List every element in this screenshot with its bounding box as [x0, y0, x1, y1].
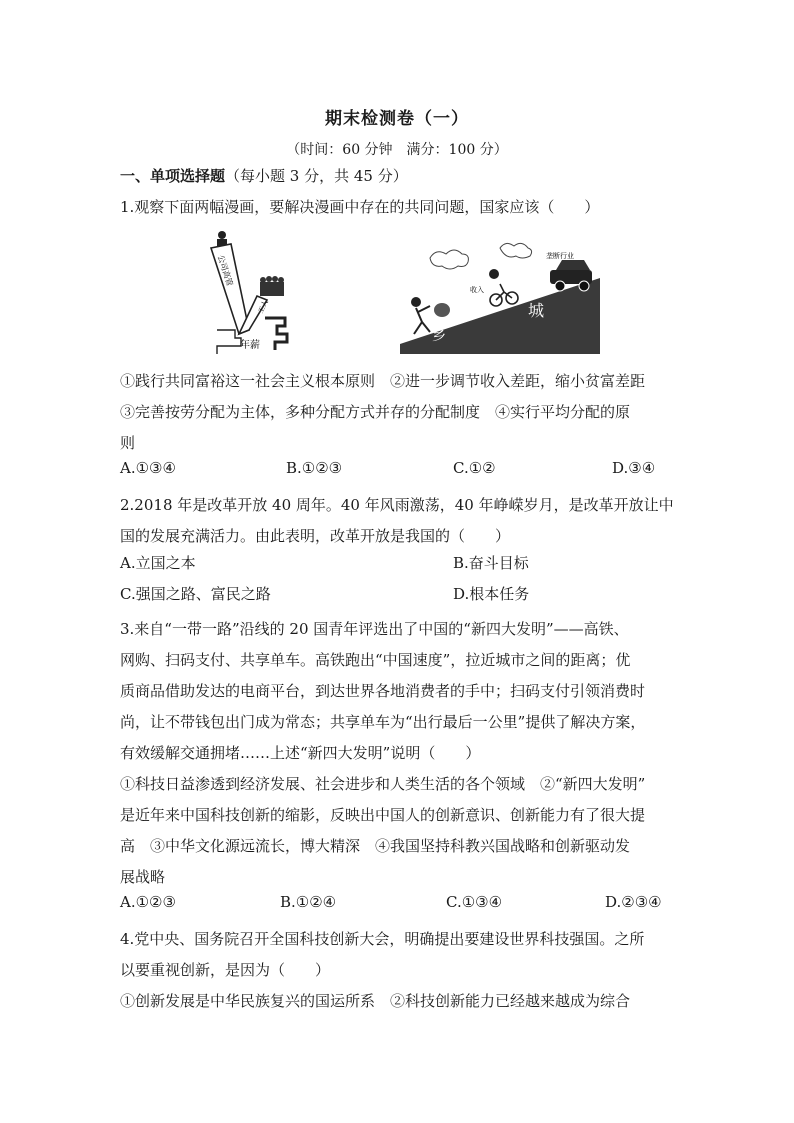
option-d[interactable]: D.③④ — [612, 459, 656, 477]
choice-line: 高 ③中华文化源远流长，博大精深 ④我国坚持科教兴国战略和创新驱动发 — [120, 837, 631, 855]
choice-line: 展战略 — [120, 868, 166, 886]
stem-line: 3.来自“一带一路”沿线的 20 国青年评选出了中国的“新四大发明”——高铁、 — [120, 620, 629, 638]
option-b[interactable]: B.奋斗目标 — [453, 554, 529, 572]
section-heading — [120, 165, 408, 186]
cartoon-salary-gap — [205, 230, 300, 355]
stem-line: 4.党中央、国务院召开全国科技创新大会，明确提出要建设世界科技强国。之所 — [120, 930, 645, 948]
cartoon-salary-figure — [211, 231, 287, 354]
choice-line: ①科技日益渗透到经济发展、社会进步和人类生活的各个领域 ②“新四大发明” — [120, 775, 646, 793]
section-title: 一、单项选择题 — [120, 167, 226, 185]
choice-line: ①创新发展是中华民族复兴的国运所系 ②科技创新能力已经越来越成为综合 — [120, 992, 631, 1010]
stem-line: 网购、扫码支付、共享单车。高铁跑出“中国速度”，拉近城市之间的距离；优 — [120, 651, 631, 669]
option-a[interactable]: A.①③④ — [120, 459, 176, 477]
cartoon1-label-worker: 工人 — [256, 298, 270, 315]
question-2-options-row2 — [120, 583, 680, 614]
choice-line: 是近年来中国科技创新的缩影，反映出中国人的创新意识、创新能力有了很大提 — [120, 806, 646, 824]
stem-line: 有效缓解交通拥堵……上述“新四大发明”说明（ ） — [120, 744, 481, 762]
question-2-options-row1 — [120, 552, 680, 583]
cartoon2-label-village: 乡 — [432, 328, 446, 344]
option-b[interactable]: B.①②③ — [286, 459, 343, 477]
cartoon-income-scene — [400, 243, 600, 354]
option-d[interactable]: D.根本任务 — [453, 585, 530, 603]
choice-line: 则 — [120, 434, 136, 452]
question-1-stem-text: 1.观察下面两幅漫画，要解决漫画中存在的共同问题，国家应该（ ） — [120, 198, 600, 216]
cartoon-income-race — [400, 236, 600, 354]
question-1-options — [120, 459, 680, 490]
choice-line: ①践行共同富裕这一社会主义根本原则 ②进一步调节收入差距，缩小贫富差距 — [120, 372, 646, 390]
stem-line: 尚，让不带钱包出门成为常态；共享单车为“出行最后一公里”提供了解决方案， — [120, 713, 646, 731]
option-a[interactable]: A.①②③ — [120, 893, 176, 911]
question-1-choices — [120, 366, 676, 459]
option-a[interactable]: A.立国之本 — [120, 554, 196, 572]
cartoon2-label-bike: 收入 — [470, 286, 484, 294]
choice-line: ③完善按劳分配为主体，多种分配方式并存的分配制度 ④实行平均分配的原 — [120, 403, 631, 421]
question-3-options — [120, 893, 680, 924]
section-note: （每小题 3 分，共 45 分） — [225, 167, 408, 185]
exam-time-score: （时间：60 分钟 满分：100 分） — [286, 142, 508, 158]
stem-line: 国的发展充满活力。由此表明，改革开放是我国的（ ） — [120, 527, 511, 545]
question-3-stem — [120, 614, 676, 893]
cartoon2-label-car: 垄断行业 — [546, 252, 574, 260]
option-b[interactable]: B.①②④ — [280, 893, 337, 911]
option-c[interactable]: C.①② — [453, 459, 496, 477]
question-1-stem — [120, 192, 676, 223]
option-c[interactable]: C.强国之路、富民之路 — [120, 585, 271, 603]
question-2-stem — [120, 490, 676, 552]
cartoon1-label-salary: 年薪 — [240, 340, 260, 351]
stem-line: 2.2018 年是改革开放 40 周年。40 年风雨激荡，40 年峥嵘岁月，是改革开放让中 — [120, 496, 674, 514]
question-4-stem — [120, 924, 676, 1017]
stem-line: 以要重视创新，是因为（ ） — [120, 961, 331, 979]
page-title: 期末检测卷（一） — [325, 109, 469, 129]
option-c[interactable]: C.①③④ — [446, 893, 503, 911]
cartoon1-label-executive: 公司高管 — [215, 254, 235, 288]
stem-line: 质商品借助发达的电商平台，到达世界各地消费者的手中；扫码支付引领消费时 — [120, 682, 646, 700]
cartoon2-label-city: 城 — [528, 301, 545, 320]
option-d[interactable]: D.②③④ — [605, 893, 662, 911]
